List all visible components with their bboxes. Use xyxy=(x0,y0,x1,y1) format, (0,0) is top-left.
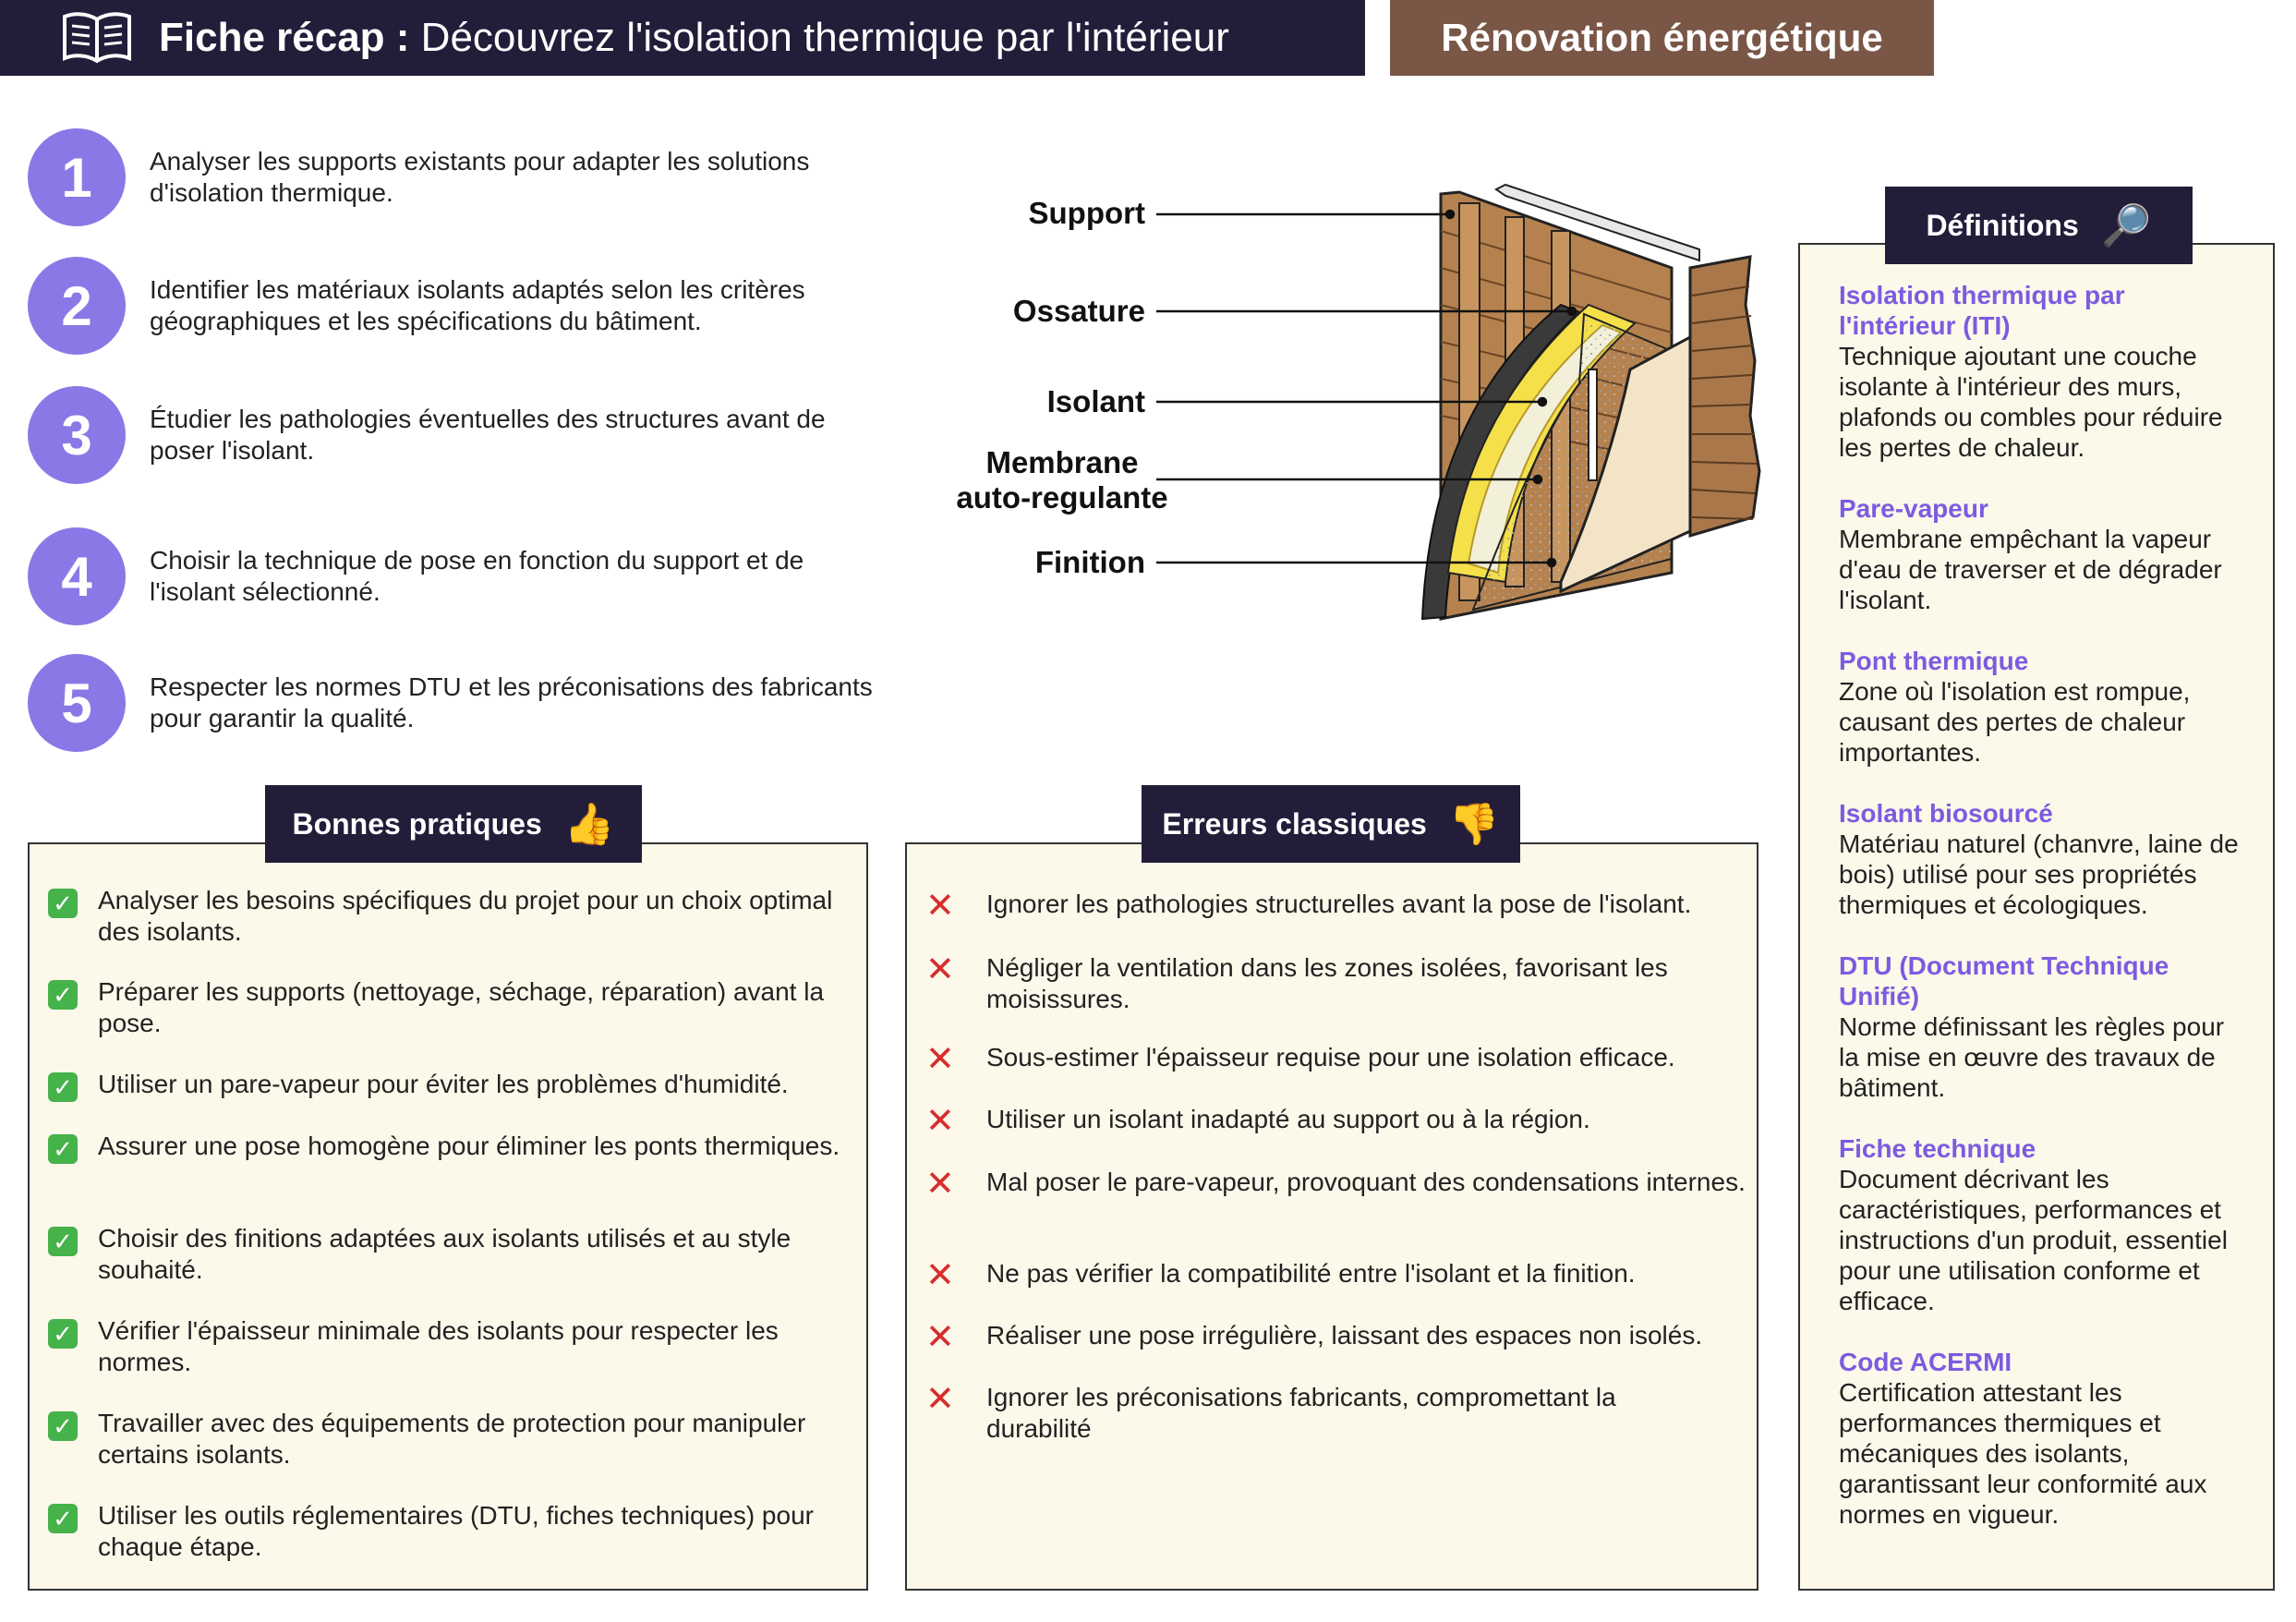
diagram-label-support: Support xyxy=(1028,196,1145,230)
check-icon: ✓ xyxy=(48,1319,78,1349)
magnifier-icon: 🔎 xyxy=(2100,203,2152,248)
check-icon: ✓ xyxy=(48,889,78,918)
page-title: Fiche récap : Découvrez l'isolation thermique par l'intérieur xyxy=(159,15,1229,60)
error-item: ✕ Mal poser le pare-vapeur, provoquant des condensations internes. xyxy=(925,1165,1746,1204)
definition-text: Matériau naturel (chanvre, laine de bois) utilisé pour ses propriétés thermiques et écologiques. xyxy=(1839,829,2239,919)
error-item: ✕ Ne pas vérifier la compatibilité entre l'isolant et la finition. xyxy=(925,1256,1636,1295)
step-text: Respecter les normes DTU et les préconisations des fabricants pour garantir la qualité. xyxy=(150,672,873,732)
cross-icon: ✕ xyxy=(925,1040,955,1079)
definition-term: Pont thermique xyxy=(1839,647,2029,675)
classic-errors-heading: Erreurs classiques 👎 xyxy=(1142,785,1520,863)
definition-term: Isolation thermique par l'intérieur (ITI) xyxy=(1839,281,2125,340)
book-icon xyxy=(61,10,133,66)
thumbs-down-icon: 👎 xyxy=(1448,802,1500,847)
good-practice-item: ✓ Choisir des finitions adaptées aux isolants utilisés et au style souhaité. xyxy=(48,1223,866,1286)
good-practice-item: ✓ Utiliser les outils réglementaires (DTU, fiches techniques) pour chaque étape. xyxy=(48,1500,866,1563)
header-banner xyxy=(0,0,1365,76)
definitions-list xyxy=(1839,280,2245,1560)
step-number: 4 xyxy=(28,527,126,625)
good-practices-heading: Bonnes pratiques 👍 xyxy=(265,785,642,863)
check-icon: ✓ xyxy=(48,1072,78,1102)
good-practice-item: ✓ Travailler avec des équipements de protection pour manipuler certains isolants. xyxy=(48,1408,866,1471)
step-text: Choisir la technique de pose en fonction du support et de l'isolant sélectionné. xyxy=(150,546,804,606)
error-item: ✕ Réaliser une pose irrégulière, laissant des espaces non isolés. xyxy=(925,1318,1703,1357)
good-practice-item: ✓ Vérifier l'épaisseur minimale des isolants pour respecter les normes. xyxy=(48,1315,866,1378)
check-icon: ✓ xyxy=(48,1134,78,1164)
cross-icon: ✕ xyxy=(925,1102,955,1141)
cross-icon: ✕ xyxy=(925,1380,955,1419)
step-text: Étudier les pathologies éventuelles des structures avant de poser l'isolant. xyxy=(150,405,826,465)
definition-text: Norme définissant les règles pour la mise en œuvre des travaux de bâtiment. xyxy=(1839,1012,2225,1102)
error-item: ✕ Sous-estimer l'épaisseur requise pour une isolation efficace. xyxy=(925,1040,1675,1079)
check-icon: ✓ xyxy=(48,980,78,1010)
definition-text: Membrane empêchant la vapeur d'eau de traverser et de dégrader l'isolant. xyxy=(1839,525,2222,614)
error-item: ✕ Ignorer les pathologies structurelles avant la pose de l'isolant. xyxy=(925,887,1692,926)
definition-term: DTU (Document Technique Unifié) xyxy=(1839,951,2169,1011)
diagram-label-ossature: Ossature xyxy=(1012,294,1145,328)
category-badge: Rénovation énergétique xyxy=(1390,0,1934,76)
cross-icon: ✕ xyxy=(925,1256,955,1295)
error-item: ✕ Négliger la ventilation dans les zones isolées, favorisant les moisissures. xyxy=(925,950,1668,1013)
check-icon: ✓ xyxy=(48,1227,78,1256)
error-item: ✕ Ignorer les préconisations fabricants, compromettant la durabilité xyxy=(925,1380,1616,1443)
thumbs-up-icon: 👍 xyxy=(563,802,615,847)
diagram-label-finition: Finition xyxy=(1034,545,1145,579)
step-5 xyxy=(28,654,888,752)
definition-text: Technique ajoutant une couche isolante à l'intérieur des murs, plafonds ou combles pour réduire les pertes de chaleur. xyxy=(1839,342,2223,462)
diagram-label-membrane: Membrane auto-regulante xyxy=(956,445,1168,514)
definition-term: Pare-vapeur xyxy=(1839,494,1988,523)
step-1 xyxy=(28,128,888,226)
check-icon: ✓ xyxy=(48,1504,78,1533)
definition-term: Code ACERMI xyxy=(1839,1348,2012,1376)
error-item: ✕ Utiliser un isolant inadapté au support ou à la région. xyxy=(925,1102,1590,1141)
step-2 xyxy=(28,257,888,355)
diagram-label-isolant: Isolant xyxy=(1046,384,1145,418)
step-number: 3 xyxy=(28,386,126,484)
step-3 xyxy=(28,386,888,484)
definitions-panel xyxy=(1798,243,2275,1591)
good-practice-item: ✓ Analyser les besoins spécifiques du projet pour un choix optimal des isolants. xyxy=(48,885,866,948)
cross-icon: ✕ xyxy=(925,950,955,989)
cross-icon: ✕ xyxy=(925,887,955,926)
definition-text: Zone où l'isolation est rompue, causant des pertes de chaleur importantes. xyxy=(1839,677,2191,767)
check-icon: ✓ xyxy=(48,1411,78,1441)
definitions-heading: Définitions 🔎 xyxy=(1885,187,2193,264)
cross-icon: ✕ xyxy=(925,1318,955,1357)
definition-text: Certification attestant les performances thermiques et mécaniques des isolants, garantissant leur conformité aux normes en vigueur. xyxy=(1839,1378,2207,1529)
good-practice-item: ✓ Préparer les supports (nettoyage, séchage, réparation) avant la pose. xyxy=(48,976,866,1039)
definition-term: Isolant biosourcé xyxy=(1839,799,2053,828)
step-number: 5 xyxy=(28,654,126,752)
definition-text: Document décrivant les caractéristiques, performances et instructions d'un produit, essentiel pour une utilisation conforme et efficace. xyxy=(1839,1165,2228,1315)
good-practice-item: ✓ Utiliser un pare-vapeur pour éviter les problèmes d'humidité. xyxy=(48,1069,789,1102)
cross-icon: ✕ xyxy=(925,1165,955,1204)
step-4 xyxy=(28,527,888,625)
definition-term: Fiche technique xyxy=(1839,1134,2036,1163)
good-practice-item: ✓ Assurer une pose homogène pour éliminer les ponts thermiques. xyxy=(48,1131,840,1164)
diagram-leader-lines xyxy=(1154,176,1616,600)
classic-errors-panel xyxy=(905,842,1758,1591)
step-number: 2 xyxy=(28,257,126,355)
step-number: 1 xyxy=(28,128,126,226)
good-practices-panel xyxy=(28,842,868,1591)
step-text: Analyser les supports existants pour adapter les solutions d'isolation thermique. xyxy=(150,147,810,207)
step-text: Identifier les matériaux isolants adaptés selon les critères géographiques et les spécifications du bâtiment. xyxy=(150,275,805,335)
